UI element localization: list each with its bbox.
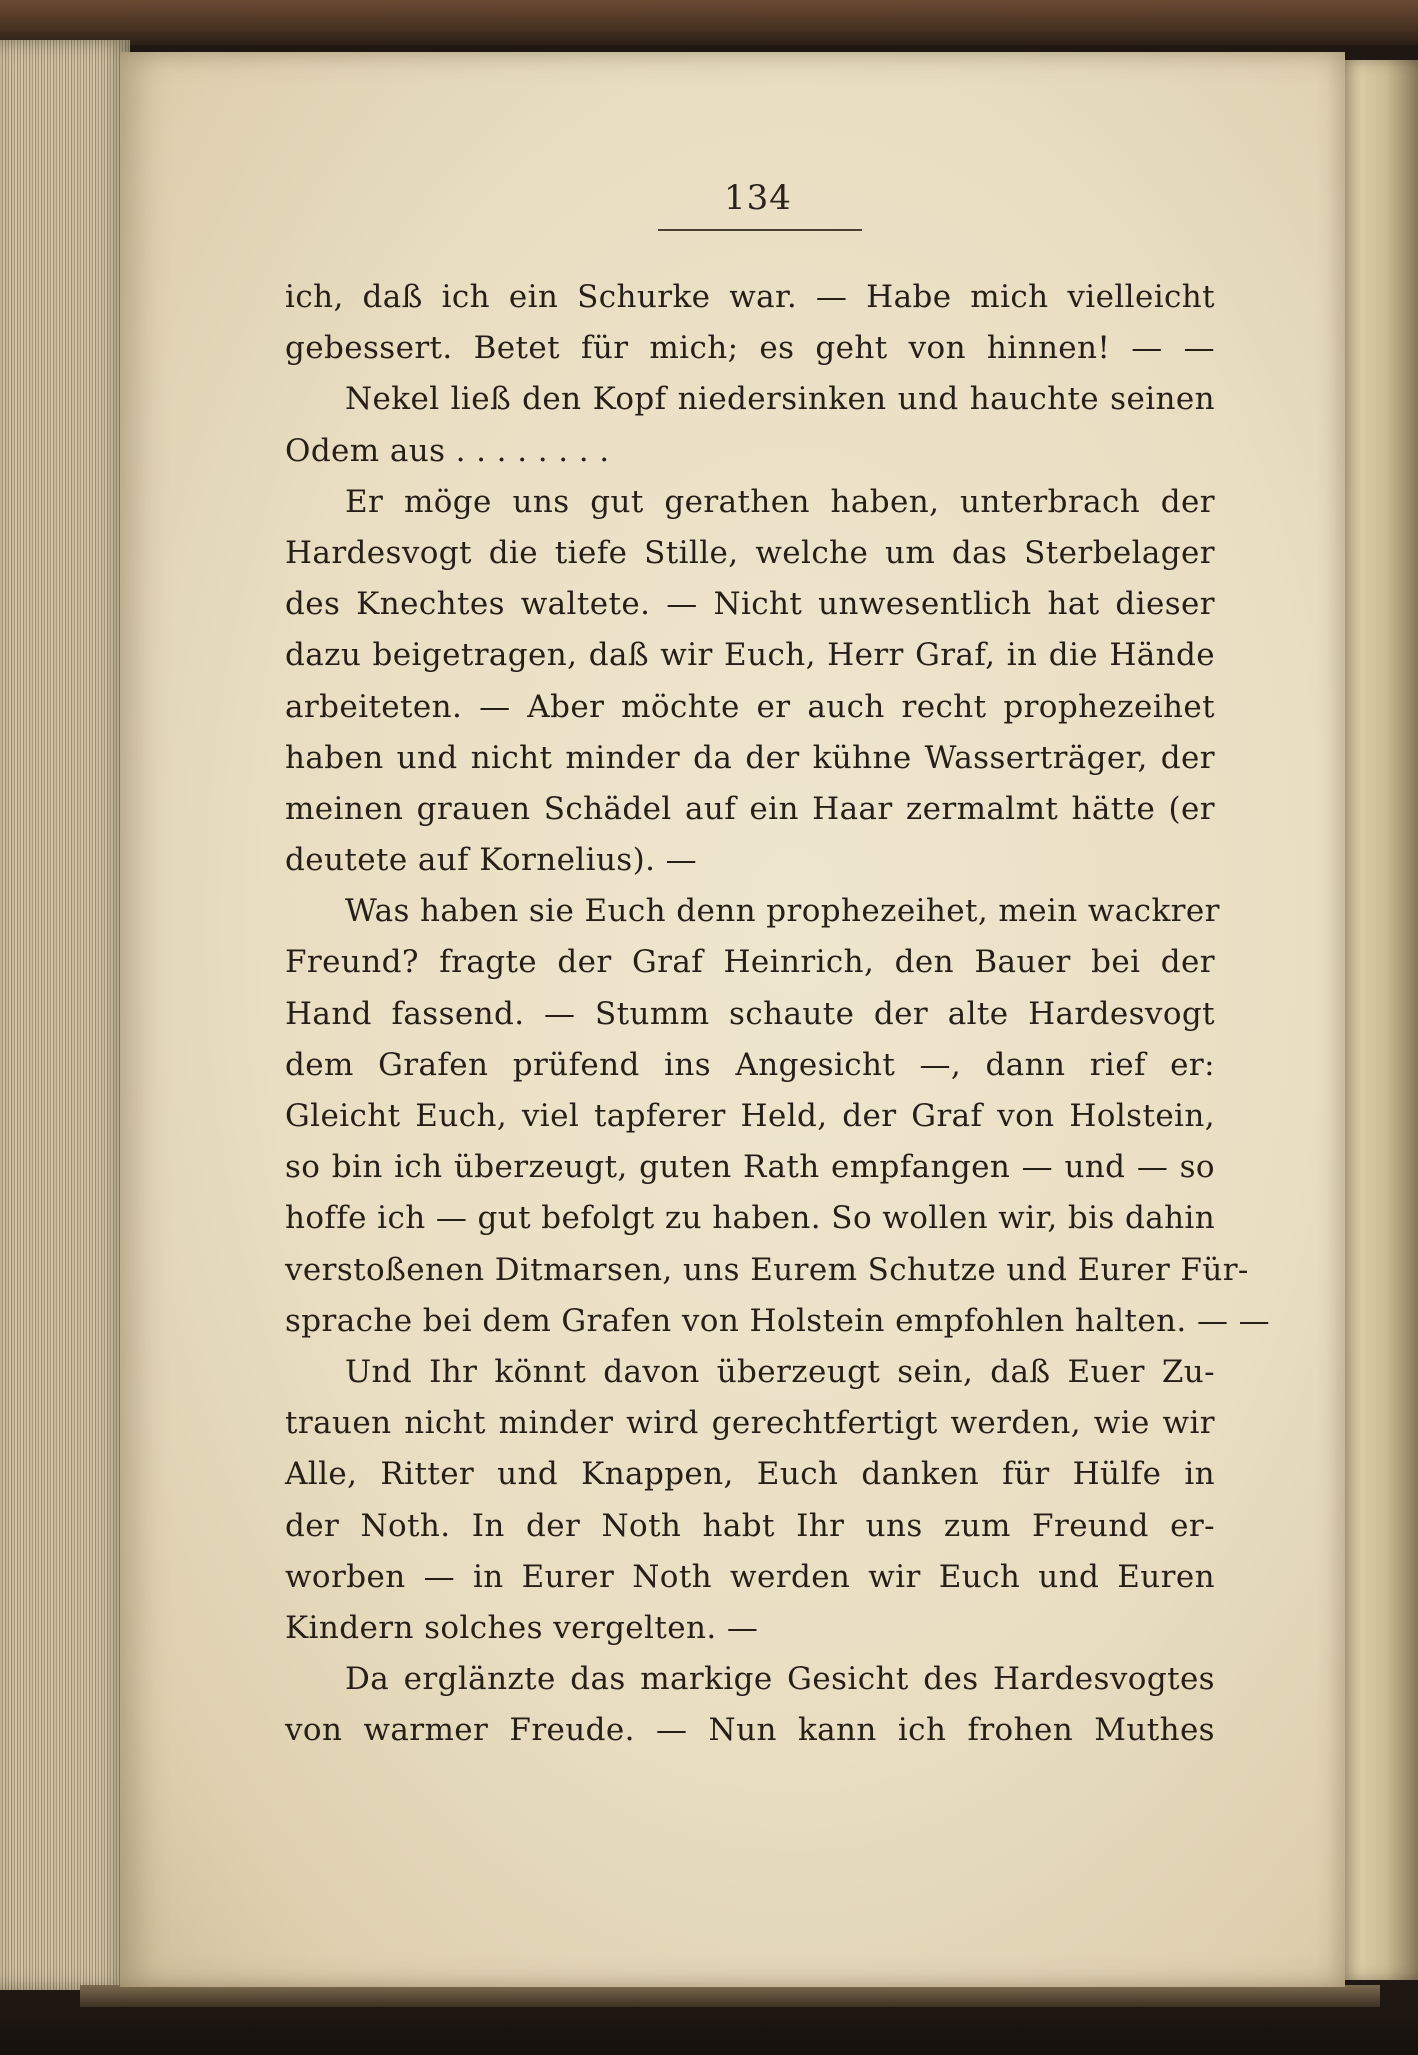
book-bottom-edge bbox=[80, 1985, 1380, 2007]
text-line: verstoßenen Ditmarsen, uns Eurem Schutze und Eurer Für- bbox=[285, 1251, 1249, 1288]
text-line: des Knechtes waltete. — Nicht unwesentlich hat dieser bbox=[285, 586, 1215, 623]
page-number-rule bbox=[658, 229, 862, 231]
text-line: Gleicht Euch, viel tapferer Held, der Graf von Holstein, bbox=[285, 1098, 1215, 1134]
page-number: 134 bbox=[724, 178, 792, 218]
page-stack-left bbox=[0, 40, 130, 1990]
text-line: Nekel ließ den Kopf niedersinken und hauchte seinen bbox=[345, 381, 1215, 418]
text-line: arbeiteten. — Aber möchte er auch recht prophezeihet bbox=[285, 688, 1215, 725]
text-line: sprache bei dem Grafen von Holstein empfohlen halten. — — bbox=[285, 1302, 1270, 1339]
text-line: Freund? fragte der Graf Heinrich, den Bauer bei der bbox=[285, 944, 1215, 981]
text-line: hoffe ich — gut befolgt zu haben. So wollen wir, bis dahin bbox=[285, 1200, 1216, 1237]
text-line: gebessert. Betet für mich; es geht von hinnen! — — bbox=[285, 330, 1215, 367]
text-line: so bin ich überzeugt, guten Rath empfangen — und — so bbox=[285, 1149, 1215, 1186]
text-line: trauen nicht minder wird gerechtfertigt werden, wie wir bbox=[285, 1405, 1215, 1442]
text-line: der Noth. In der Noth habt Ihr uns zum Freund er- bbox=[285, 1507, 1215, 1544]
book-cover-edge bbox=[0, 0, 1418, 45]
text-line: Hardesvogt die tiefe Stille, welche um das Sterbelager bbox=[285, 534, 1215, 571]
text-line: deutete auf Kornelius). — bbox=[285, 842, 698, 879]
text-line: Kindern solches vergelten. — bbox=[285, 1609, 759, 1646]
text-line: dazu beigetragen, daß wir Euch, Herr Graf, in die Hände bbox=[285, 637, 1215, 674]
text-line: dem Grafen prüfend ins Angesicht —, dann rief er: bbox=[285, 1046, 1215, 1083]
text-line: Da erglänzte das markige Gesicht des Hardesvogtes bbox=[345, 1661, 1215, 1698]
text-line: von warmer Freude. — Nun kann ich frohen Muthes bbox=[285, 1712, 1215, 1749]
text-line: Alle, Ritter und Knappen, Euch danken für Hülfe in bbox=[285, 1456, 1215, 1493]
page-stack-right bbox=[1338, 60, 1418, 1980]
body-text bbox=[285, 272, 1270, 1756]
text-line: Er möge uns gut gerathen haben, unterbrach der bbox=[345, 483, 1215, 520]
text-line: Odem aus . . . . . . . . bbox=[285, 432, 610, 469]
text-line: haben und nicht minder da der kühne Wasserträger, der bbox=[285, 739, 1215, 776]
text-line: worben — in Eurer Noth werden wir Euch und Euren bbox=[285, 1558, 1215, 1595]
text-line: Und Ihr könnt davon überzeugt sein, daß Euer Zu- bbox=[345, 1353, 1215, 1390]
text-line: meinen grauen Schädel auf ein Haar zermalmt hätte (er bbox=[285, 790, 1215, 827]
text-line: Hand fassend. — Stumm schaute der alte Hardesvogt bbox=[285, 995, 1215, 1032]
text-line: Was haben sie Euch denn prophezeihet, mein wackrer bbox=[345, 893, 1220, 930]
text-line: ich, daß ich ein Schurke war. — Habe mich vielleicht bbox=[285, 279, 1215, 315]
